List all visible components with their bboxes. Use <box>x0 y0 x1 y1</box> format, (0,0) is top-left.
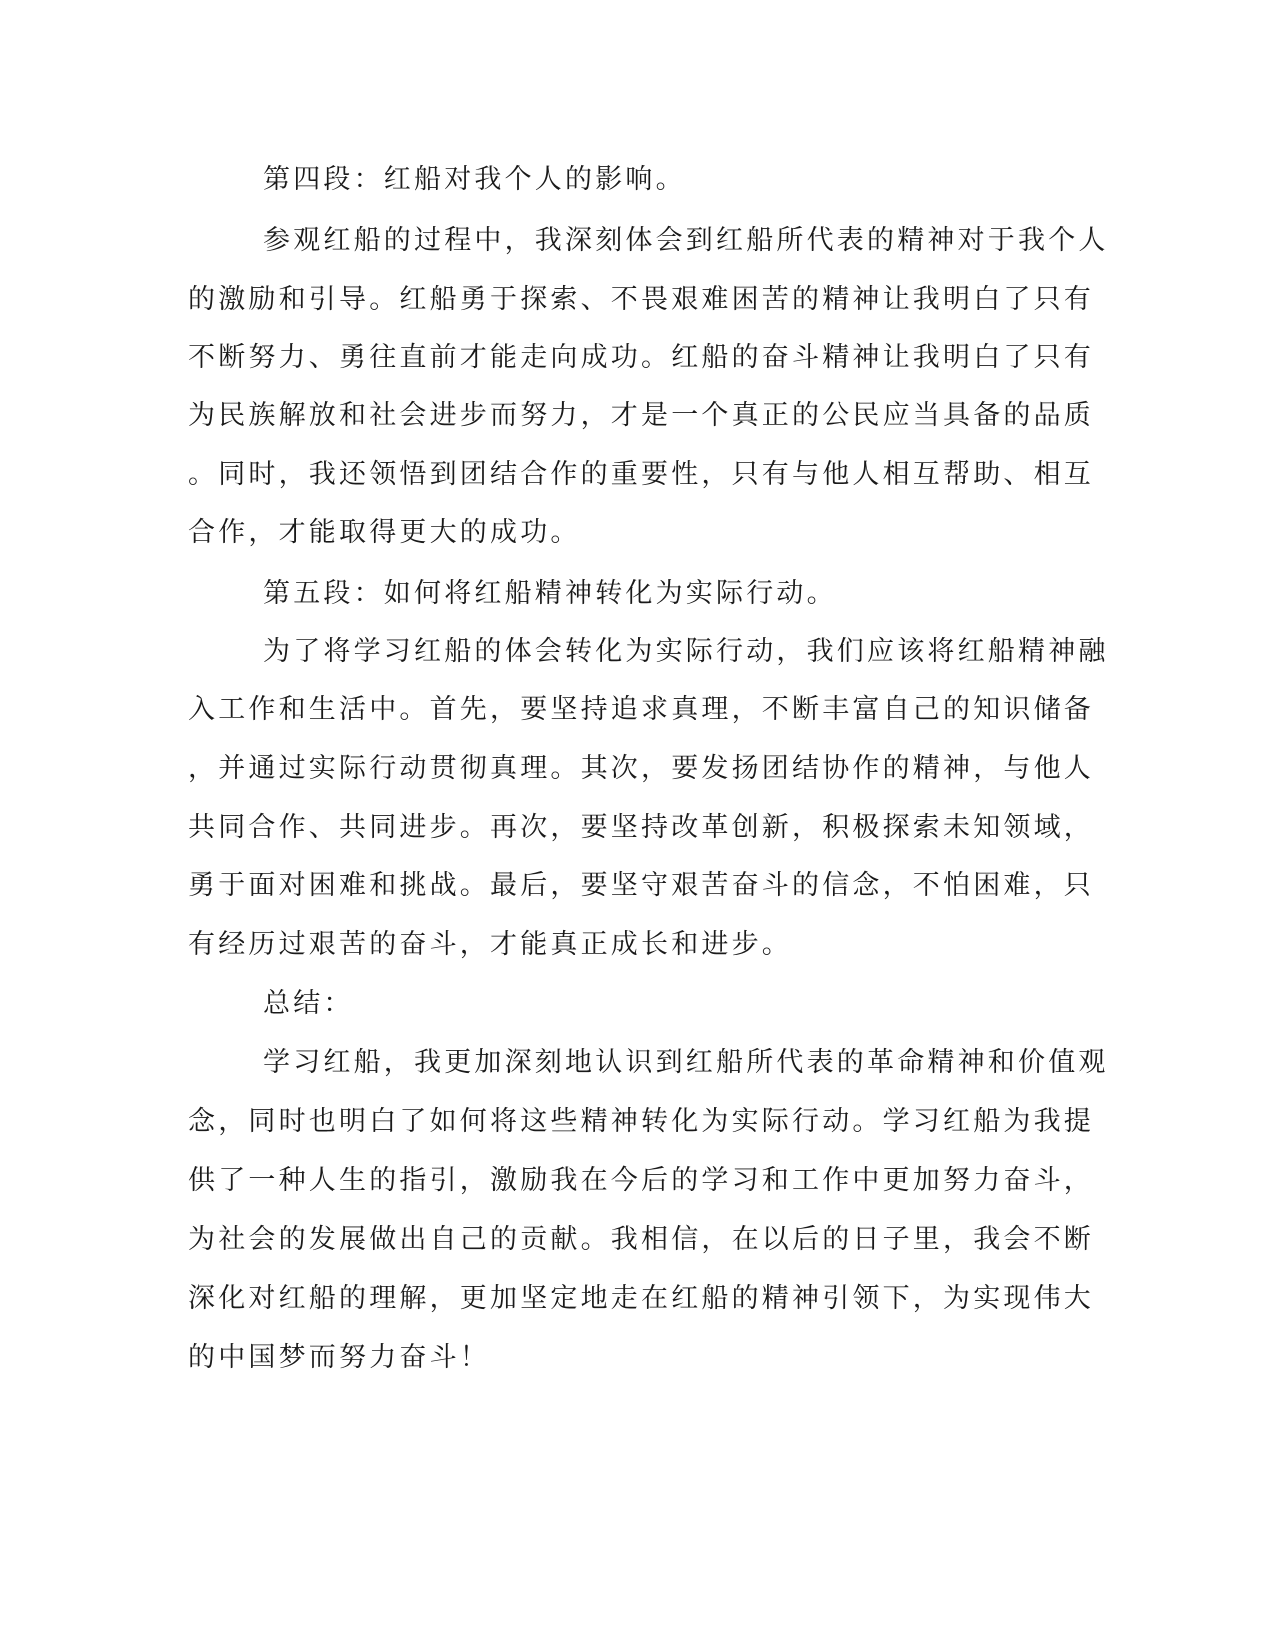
paragraph-line: 念，同时也明白了如何将这些精神转化为实际行动。学习红船为我提 <box>188 1106 1094 1137</box>
paragraph-line: 合作，才能取得更大的成功。 <box>188 517 581 548</box>
paragraph-line: 的激励和引导。红船勇于探索、不畏艰难困苦的精神让我明白了只有 <box>188 284 1094 315</box>
paragraph-line: 入工作和生活中。首先，要坚持追求真理，不断丰富自己的知识储备 <box>188 694 1094 725</box>
paragraph-line: 为了将学习红船的体会转化为实际行动，我们应该将红船精神融 <box>263 636 1109 667</box>
summary-heading: 总结： <box>263 988 354 1019</box>
paragraph-line: 共同合作、共同进步。再次，要坚持改革创新，积极探索未知领域， <box>188 812 1094 843</box>
paragraph-line: 深化对红船的理解，更加坚定地走在红船的精神引领下，为实现伟大 <box>188 1283 1094 1314</box>
paragraph-line: 的中国梦而努力奋斗！ <box>188 1342 490 1373</box>
paragraph-line: 学习红船，我更加深刻地认识到红船所代表的革命精神和价值观 <box>263 1047 1109 1078</box>
paragraph-line: 供了一种人生的指引，激励我在今后的学习和工作中更加努力奋斗， <box>188 1165 1094 1196</box>
paragraph-line: 不断努力、勇往直前才能走向成功。红船的奋斗精神让我明白了只有 <box>188 342 1094 373</box>
paragraph-line: 参观红船的过程中，我深刻体会到红船所代表的精神对于我个人 <box>263 225 1109 256</box>
paragraph-line: 为民族解放和社会进步而努力，才是一个真正的公民应当具备的品质 <box>188 400 1094 431</box>
paragraph-line: 为社会的发展做出自己的贡献。我相信，在以后的日子里，我会不断 <box>188 1224 1094 1255</box>
section-five-heading: 第五段：如何将红船精神转化为实际行动。 <box>263 578 837 609</box>
section-four-heading: 第四段：红船对我个人的影响。 <box>263 164 686 195</box>
paragraph-line: 有经历过艰苦的奋斗，才能真正成长和进步。 <box>188 929 792 960</box>
paragraph-line: 。同时，我还领悟到团结合作的重要性，只有与他人相互帮助、相互 <box>188 459 1094 490</box>
paragraph-line: 勇于面对困难和挑战。最后，要坚守艰苦奋斗的信念，不怕困难，只 <box>188 870 1094 901</box>
paragraph-line: ，并通过实际行动贯彻真理。其次，要发扬团结协作的精神，与他人 <box>188 753 1094 784</box>
